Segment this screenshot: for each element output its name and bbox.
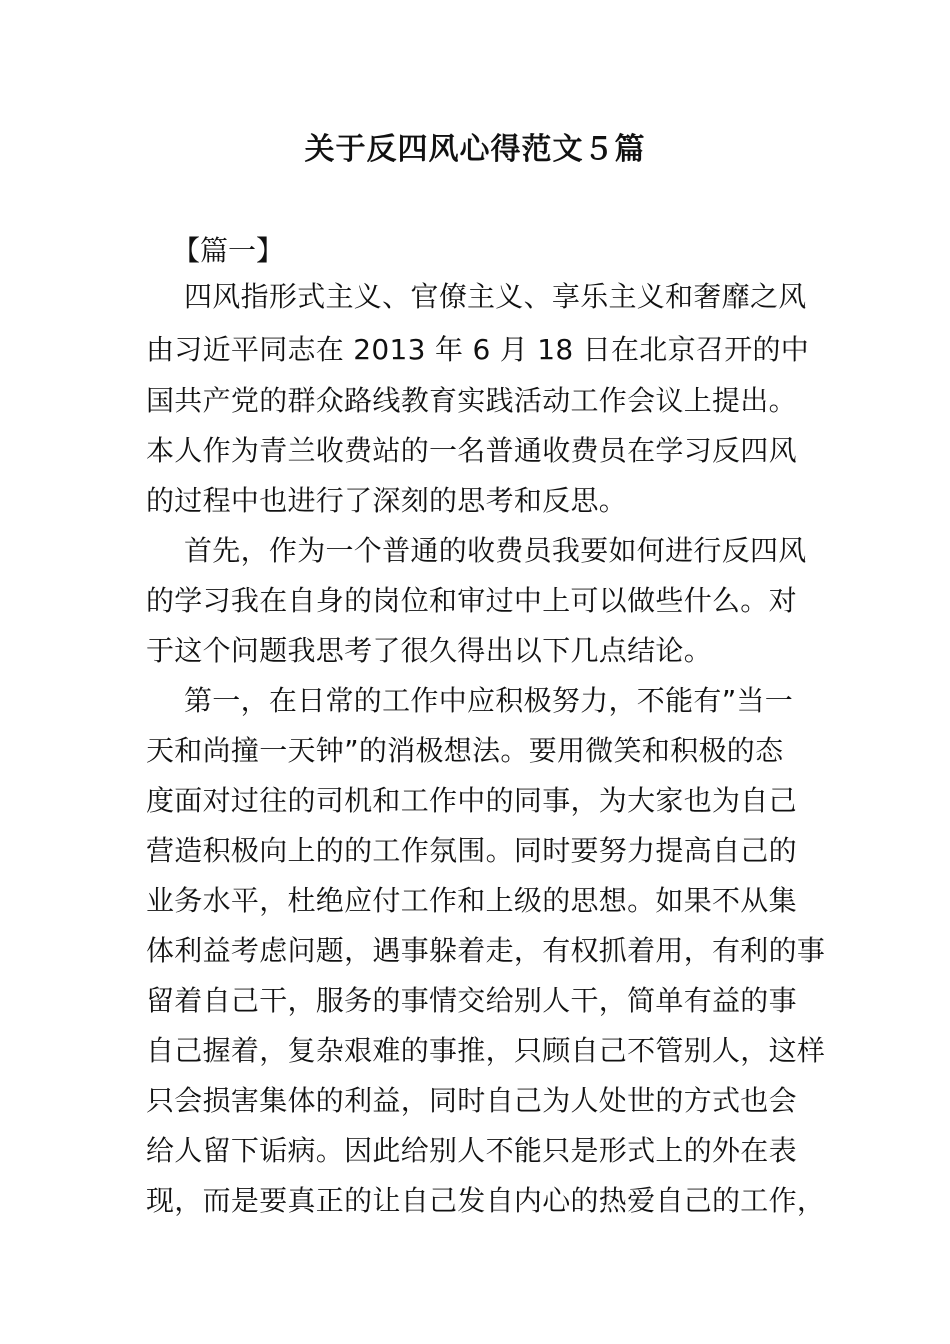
paragraph-line: 自己握着，复杂艰难的事推，只顾自己不管别人，这样 [146, 1034, 826, 1067]
paragraph-line: 国共产党的群众路线教育实践活动工作会议上提出。 [146, 384, 797, 417]
paragraph-line: 本人作为青兰收费站的一名普通收费员在学习反四风 [146, 434, 797, 467]
paragraph-line: 体利益考虑问题，遇事躲着走，有权抓着用，有利的事 [146, 934, 826, 967]
paragraph-line: 营造积极向上的的工作氛围。同时要努力提高自己的 [146, 834, 797, 867]
paragraph-line: 于这个问题我思考了很久得出以下几点结论。 [146, 634, 713, 667]
paragraph-line: 天和尚撞一天钟”的消极想法。要用微笑和积极的态 [146, 734, 784, 767]
paragraph-line: 现，而是要真正的让自己发自内心的热爱自己的工作， [146, 1184, 826, 1217]
paragraph-line: 四风指形式主义、官僚主义、享乐主义和奢靡之风 [184, 280, 807, 313]
paragraph-line: 由习近平同志在 2013 年 6 月 18 日在北京召开的中 [146, 333, 810, 366]
section-label: 【篇一】 [172, 234, 285, 267]
paragraph-line: 给人留下诟病。因此给别人不能只是形式上的外在表 [146, 1134, 797, 1167]
paragraph-line: 只会损害集体的利益，同时自己为人处世的方式也会 [146, 1084, 797, 1117]
paragraph-line: 首先，作为一个普通的收费员我要如何进行反四风 [184, 534, 807, 567]
paragraph-line: 度面对过往的司机和工作中的同事，为大家也为自己 [146, 784, 797, 817]
paragraph-line: 业务水平，杜绝应付工作和上级的思想。如果不从集 [146, 884, 797, 917]
paragraph-line: 留着自己干，服务的事情交给别人干，简单有益的事 [146, 984, 797, 1017]
paragraph-line: 的过程中也进行了深刻的思考和反思。 [146, 484, 628, 517]
paragraph-line: 的学习我在自身的岗位和审过中上可以做些什么。对 [146, 584, 797, 617]
document-title: 关于反四风心得范文５篇 [304, 132, 646, 167]
paragraph-line: 第一，在日常的工作中应积极努力，不能有”当一 [184, 684, 794, 717]
